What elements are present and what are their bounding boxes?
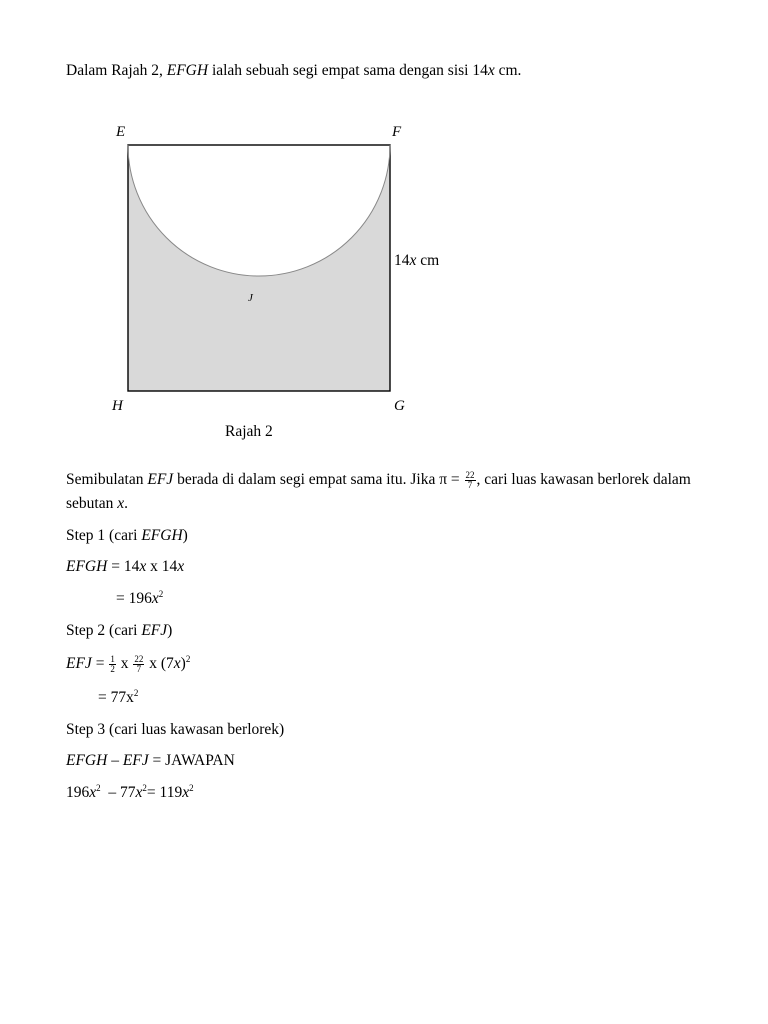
side-length-label (394, 252, 439, 270)
label-g: G (394, 398, 405, 414)
eq4-x2: x (135, 784, 143, 801)
question-text (66, 468, 706, 516)
pi2-num: 22 (134, 654, 144, 664)
eq2 (66, 655, 190, 674)
side-unit: cm (416, 252, 440, 269)
eq1b-x: x (151, 590, 159, 607)
eq2-x: x (173, 655, 181, 672)
figure-caption: Rajah 2 (225, 423, 273, 440)
eq4-x1: x (89, 784, 97, 801)
label-e: E (116, 124, 126, 140)
eq4-n1: 196 (66, 784, 90, 801)
intro-prefix: Dalam Rajah 2, (66, 62, 167, 79)
eq2-exp: 2 (185, 654, 191, 664)
eq3-a: EFGH (66, 752, 108, 769)
eq4-e1: 2 (96, 783, 101, 793)
step2-heading (66, 622, 172, 640)
eq2b-exp: 2 (133, 688, 139, 698)
eq4-e3: 2 (189, 783, 194, 793)
pi-fraction-2 (133, 655, 144, 674)
eq1-x1: x (139, 558, 147, 575)
step1-t3: ) (182, 527, 188, 544)
eq1b-exp: 2 (158, 589, 164, 599)
eq1-lhs: EFGH (66, 558, 108, 575)
side-var: x (409, 252, 417, 269)
eq4-eqs: = 119 (146, 784, 183, 801)
q-part4: , cari luas kawasan berlorek dalam sebutan (66, 471, 691, 512)
label-f: F (392, 124, 402, 140)
q-part5: x (117, 495, 125, 512)
eq2b-pre: = 77x (98, 689, 134, 706)
step3-heading: Step 3 (cari luas kawasan berlorek) (66, 721, 285, 738)
eq3-dash: – (107, 752, 123, 769)
intro-var: x (487, 62, 495, 79)
shaded-region (128, 145, 390, 391)
step1-heading (66, 527, 188, 545)
eq2-times2: x (7 (145, 655, 174, 672)
q-part1: Semibulatan (66, 471, 148, 488)
label-j: J (248, 292, 253, 304)
step2-t3: ) (167, 622, 173, 639)
intro-unit: cm. (494, 62, 522, 79)
step1-t1: Step 1 (cari (66, 527, 142, 544)
eq3 (66, 752, 235, 770)
half-den: 2 (110, 664, 115, 674)
eq4-x3: x (182, 784, 190, 801)
step2-t1: Step 2 (cari (66, 622, 142, 639)
eq4-e2: 2 (142, 783, 147, 793)
eq4-minus: – 77 (100, 784, 136, 801)
eq2-eq: = (91, 655, 109, 672)
eq1-mid: x 14 (146, 558, 178, 575)
eq1-rhs-a: = 14 (107, 558, 140, 575)
half-num: 1 (110, 654, 115, 664)
pi2-den: 7 (136, 664, 142, 674)
pi-num: 22 (465, 470, 475, 480)
eq1b-pre: = 196 (116, 590, 152, 607)
half-fraction (109, 655, 116, 674)
eq2-lhs: EFJ (66, 655, 92, 672)
eq2-times1: x (116, 655, 133, 672)
label-h: H (112, 398, 123, 414)
figure-diagram (0, 0, 768, 460)
q-part6: . (124, 495, 128, 512)
pi-den: 7 (467, 480, 473, 490)
step2-t2: EFJ (141, 622, 168, 639)
pi-fraction (465, 471, 476, 490)
eq2-close: ) (180, 655, 186, 672)
eq3-b: EFJ (122, 752, 149, 769)
eq1-result (116, 590, 163, 608)
eq1-x2: x (177, 558, 185, 575)
side-num: 14 (394, 252, 410, 269)
step1-t2: EFGH (141, 527, 183, 544)
eq2-result (98, 689, 138, 707)
q-part2: EFJ (147, 471, 174, 488)
q-part3: berada di dalam segi empat sama itu. Jika π = (173, 471, 464, 488)
eq3-rest: = JAWAPAN (148, 752, 235, 769)
intro-suffix: ialah sebuah segi empat sama dengan sisi 14 (208, 62, 488, 79)
intro-shape: EFGH (166, 62, 209, 79)
eq1 (66, 558, 184, 576)
eq4 (66, 784, 194, 802)
